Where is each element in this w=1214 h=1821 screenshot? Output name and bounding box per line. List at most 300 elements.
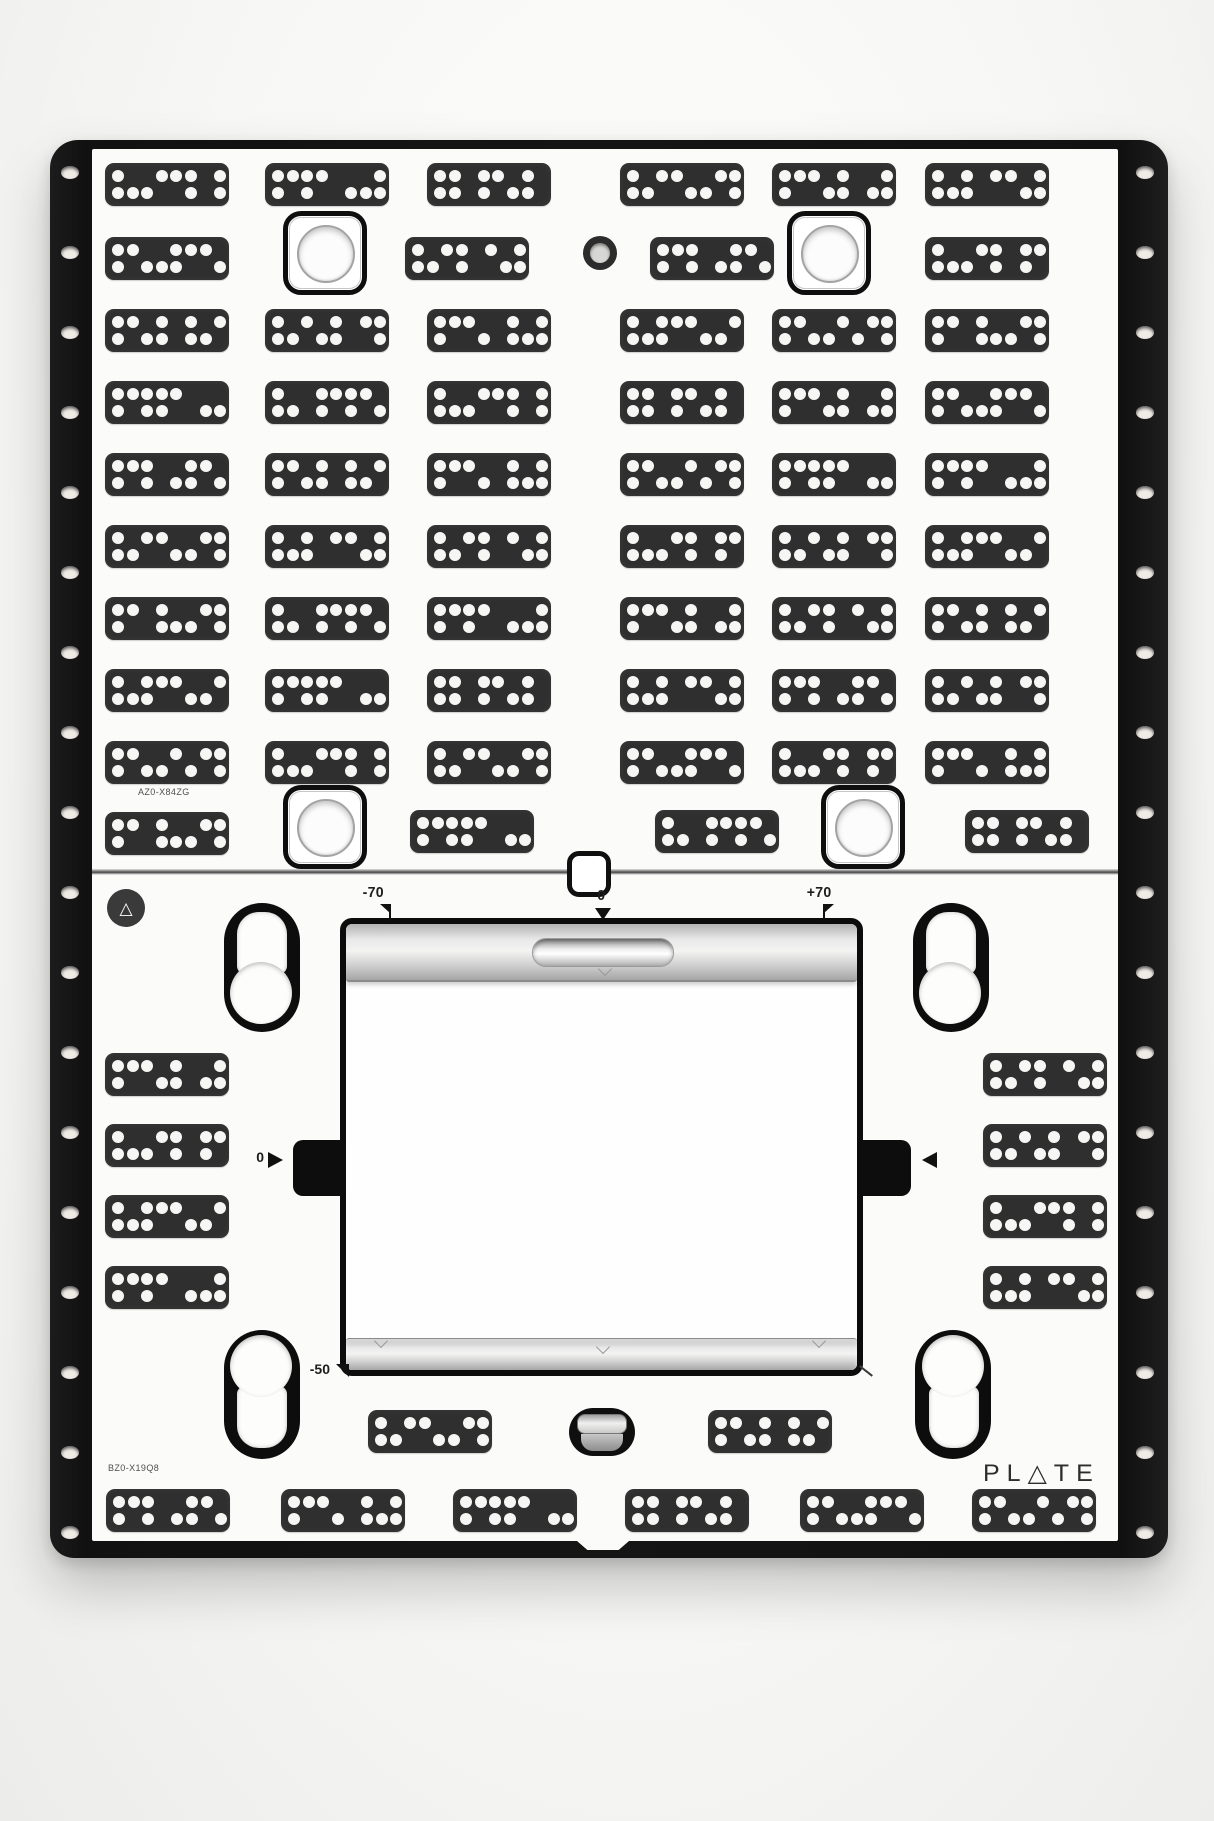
grip-pad — [800, 1489, 924, 1532]
pad-hole — [880, 1496, 892, 1508]
pad-hole — [837, 170, 849, 182]
latch-metal-lower — [581, 1434, 623, 1451]
pad-hole — [1020, 244, 1032, 256]
pad-hole — [627, 460, 639, 472]
pad-hole — [492, 765, 504, 777]
pad-hole — [735, 817, 747, 829]
pad-hole — [671, 621, 683, 633]
pad-hole — [932, 333, 944, 345]
pad-hole — [536, 604, 548, 616]
pad-hole — [837, 316, 849, 328]
pad-hole — [1048, 1202, 1060, 1214]
pad-hole — [947, 316, 959, 328]
grip-pad — [105, 1124, 229, 1167]
pad-hole — [729, 765, 741, 777]
pad-hole — [947, 748, 959, 760]
pad-hole — [715, 261, 727, 273]
pad-hole — [316, 693, 328, 705]
grip-pad — [925, 237, 1049, 280]
pad-hole — [671, 170, 683, 182]
grip-pad — [105, 597, 229, 640]
pad-hole — [1019, 1219, 1031, 1231]
pad-hole — [715, 170, 727, 182]
pad-hole — [990, 1202, 1002, 1214]
pad-hole — [500, 261, 512, 273]
pad-hole — [1067, 1496, 1079, 1508]
pad-hole — [779, 532, 791, 544]
pad-hole — [1005, 388, 1017, 400]
pad-hole — [449, 765, 461, 777]
pad-hole — [489, 1513, 501, 1525]
pad-hole — [360, 477, 372, 489]
pad-hole — [287, 765, 299, 777]
pad-hole — [330, 333, 342, 345]
pad-hole — [1020, 316, 1032, 328]
pad-hole — [947, 261, 959, 273]
pad-hole — [852, 676, 864, 688]
pad-hole — [676, 1513, 688, 1525]
pad-hole — [627, 549, 639, 561]
pad-hole — [427, 261, 439, 273]
pad-hole — [156, 819, 168, 831]
pad-hole — [881, 187, 893, 199]
pad-hole — [434, 621, 446, 633]
pad-hole — [287, 170, 299, 182]
pad-hole — [808, 477, 820, 489]
pad-hole — [881, 388, 893, 400]
pad-hole — [1034, 765, 1046, 777]
pad-hole — [729, 532, 741, 544]
pad-hole — [170, 388, 182, 400]
pad-hole — [803, 1434, 815, 1446]
pad-hole — [1020, 261, 1032, 273]
pad-hole — [1037, 1496, 1049, 1508]
pad-hole — [779, 477, 791, 489]
pad-hole — [434, 693, 446, 705]
left-rail-hole — [61, 1526, 79, 1539]
pad-hole — [112, 477, 124, 489]
pad-hole — [823, 748, 835, 760]
pad-hole — [142, 1513, 154, 1525]
grip-pad — [105, 381, 229, 424]
pad-hole — [112, 170, 124, 182]
pad-hole — [412, 261, 424, 273]
pad-hole — [316, 460, 328, 472]
pad-hole — [1034, 333, 1046, 345]
pad-hole — [330, 676, 342, 688]
pad-hole — [170, 1131, 182, 1143]
pad-hole — [301, 549, 313, 561]
pad-hole — [127, 549, 139, 561]
pad-hole — [477, 1417, 489, 1429]
right-rail-hole — [1136, 326, 1154, 339]
pad-hole — [374, 693, 386, 705]
pad-hole — [881, 604, 893, 616]
pad-hole — [685, 549, 697, 561]
pad-hole — [215, 1513, 227, 1525]
pad-hole — [823, 405, 835, 417]
pad-hole — [700, 333, 712, 345]
pad-hole — [514, 244, 526, 256]
pad-hole — [112, 765, 124, 777]
pad-hole — [345, 604, 357, 616]
pad-hole — [287, 333, 299, 345]
pad-hole — [671, 477, 683, 489]
pad-hole — [316, 748, 328, 760]
pad-hole — [112, 819, 124, 831]
pad-hole — [685, 604, 697, 616]
pad-hole — [361, 1496, 373, 1508]
right-rail-hole — [1136, 1446, 1154, 1459]
pad-hole — [272, 532, 284, 544]
pad-hole — [1005, 170, 1017, 182]
pad-hole — [990, 405, 1002, 417]
pad-hole — [1034, 187, 1046, 199]
pad-hole — [706, 817, 718, 829]
pad-hole — [360, 187, 372, 199]
pad-hole — [715, 333, 727, 345]
pad-hole — [685, 676, 697, 688]
pad-hole — [867, 748, 879, 760]
pad-hole — [463, 748, 475, 760]
pad-hole — [867, 676, 879, 688]
pad-hole — [330, 748, 342, 760]
grip-pad — [265, 669, 389, 712]
pad-hole — [794, 676, 806, 688]
pad-hole — [715, 1434, 727, 1446]
pad-hole — [345, 748, 357, 760]
pad-hole — [301, 676, 313, 688]
pad-hole — [686, 261, 698, 273]
pad-hole — [794, 388, 806, 400]
pad-hole — [374, 187, 386, 199]
pad-hole — [990, 170, 1002, 182]
grip-pad — [620, 381, 744, 424]
grip-pad — [410, 810, 534, 853]
pad-hole — [478, 748, 490, 760]
left-rail-hole — [61, 1286, 79, 1299]
pad-hole — [478, 170, 490, 182]
pad-hole — [627, 693, 639, 705]
pad-hole — [979, 1496, 991, 1508]
pad-hole — [522, 549, 534, 561]
pad-hole — [865, 1513, 877, 1525]
pad-hole — [330, 388, 342, 400]
pad-hole — [627, 170, 639, 182]
pad-hole — [301, 477, 313, 489]
pad-hole — [475, 1496, 487, 1508]
pad-hole — [1092, 1077, 1104, 1089]
pad-hole — [287, 460, 299, 472]
keyhole-circle — [230, 962, 292, 1024]
pad-hole — [656, 693, 668, 705]
pad-hole — [642, 748, 654, 760]
pad-hole — [867, 316, 879, 328]
pad-hole — [1045, 834, 1057, 846]
pad-hole — [374, 549, 386, 561]
pad-hole — [514, 261, 526, 273]
pad-hole — [627, 388, 639, 400]
pad-hole — [976, 532, 988, 544]
pad-hole — [272, 405, 284, 417]
pad-hole — [932, 460, 944, 472]
fastener-square — [787, 211, 871, 295]
pad-hole — [656, 765, 668, 777]
top-center-hole-inner — [590, 243, 610, 263]
pad-hole — [1023, 1513, 1035, 1525]
left-rail-hole — [61, 166, 79, 179]
pad-hole — [807, 1496, 819, 1508]
pad-hole — [715, 405, 727, 417]
pad-hole — [881, 316, 893, 328]
grip-pad — [772, 597, 896, 640]
pad-hole — [706, 834, 718, 846]
grip-pad — [620, 163, 744, 206]
pad-hole — [112, 1273, 124, 1285]
pad-hole — [345, 765, 357, 777]
pad-hole — [909, 1513, 921, 1525]
pad-hole — [867, 187, 879, 199]
pad-hole — [932, 693, 944, 705]
pad-hole — [1034, 1077, 1046, 1089]
pad-hole — [750, 817, 762, 829]
pad-hole — [657, 244, 669, 256]
pad-hole — [316, 676, 328, 688]
pad-hole — [449, 460, 461, 472]
pad-hole — [1020, 676, 1032, 688]
pad-hole — [449, 187, 461, 199]
pad-hole — [345, 187, 357, 199]
pad-hole — [507, 316, 519, 328]
pad-hole — [961, 460, 973, 472]
pad-hole — [361, 1513, 373, 1525]
pad-hole — [112, 549, 124, 561]
pad-hole — [536, 388, 548, 400]
pad-hole — [676, 1496, 688, 1508]
grip-pad — [427, 381, 551, 424]
pad-hole — [990, 261, 1002, 273]
pad-hole — [170, 836, 182, 848]
pad-hole — [214, 1077, 226, 1089]
pad-hole — [1092, 1060, 1104, 1072]
pad-hole — [729, 187, 741, 199]
pad-hole — [272, 693, 284, 705]
pad-hole — [627, 676, 639, 688]
grip-pad — [983, 1124, 1107, 1167]
pad-hole — [657, 261, 669, 273]
pad-hole — [301, 187, 313, 199]
pad-hole — [112, 244, 124, 256]
pad-hole — [507, 388, 519, 400]
pad-hole — [507, 405, 519, 417]
fastener-hole — [835, 799, 893, 857]
pad-hole — [1005, 549, 1017, 561]
pad-hole — [823, 460, 835, 472]
pad-hole — [417, 834, 429, 846]
pad-hole — [720, 817, 732, 829]
pad-hole — [128, 1496, 140, 1508]
pad-hole — [434, 765, 446, 777]
pad-hole — [141, 1273, 153, 1285]
pad-hole — [730, 261, 742, 273]
pad-hole — [1034, 748, 1046, 760]
pad-hole — [463, 1417, 475, 1429]
pad-hole — [932, 604, 944, 616]
pad-hole — [1020, 549, 1032, 561]
pad-hole — [779, 460, 791, 472]
pad-hole — [112, 261, 124, 273]
left-rail-hole — [61, 1446, 79, 1459]
pad-hole — [947, 693, 959, 705]
pad-hole — [642, 333, 654, 345]
latch-metal-upper — [577, 1414, 627, 1434]
pad-hole — [170, 1077, 182, 1089]
pad-hole — [1005, 1290, 1017, 1302]
pad-hole — [434, 477, 446, 489]
left-rail-hole — [61, 806, 79, 819]
grip-pad — [427, 525, 551, 568]
pad-hole — [522, 676, 534, 688]
pad-hole — [185, 170, 197, 182]
pad-hole — [374, 460, 386, 472]
pad-hole — [656, 477, 668, 489]
pad-hole — [272, 460, 284, 472]
pad-hole — [961, 261, 973, 273]
pad-hole — [434, 676, 446, 688]
pad-hole — [434, 187, 446, 199]
pad-hole — [656, 676, 668, 688]
pad-hole — [685, 621, 697, 633]
pad-hole — [715, 532, 727, 544]
pad-hole — [627, 316, 639, 328]
pad-hole — [492, 170, 504, 182]
pad-hole — [141, 187, 153, 199]
pad-hole — [316, 388, 328, 400]
pad-hole — [475, 817, 487, 829]
pad-hole — [881, 170, 893, 182]
grip-pad — [620, 669, 744, 712]
pad-hole — [214, 1131, 226, 1143]
pad-hole — [807, 1513, 819, 1525]
pad-hole — [961, 405, 973, 417]
pad-hole — [345, 532, 357, 544]
pad-hole — [214, 1060, 226, 1072]
pad-hole — [156, 676, 168, 688]
pad-hole — [185, 333, 197, 345]
pad-hole — [507, 765, 519, 777]
pad-hole — [867, 765, 879, 777]
pad-hole — [112, 460, 124, 472]
pad-hole — [837, 388, 849, 400]
left-rail-hole — [61, 326, 79, 339]
pad-hole — [685, 187, 697, 199]
pad-hole — [947, 187, 959, 199]
pad-hole — [185, 1290, 197, 1302]
pad-hole — [156, 1131, 168, 1143]
pad-hole — [460, 1496, 472, 1508]
pad-hole — [374, 532, 386, 544]
pad-hole — [170, 748, 182, 760]
pad-hole — [214, 676, 226, 688]
pad-hole — [141, 1060, 153, 1072]
pad-hole — [656, 316, 668, 328]
pad-hole — [1005, 621, 1017, 633]
pad-hole — [141, 693, 153, 705]
pad-hole — [141, 405, 153, 417]
grip-pad — [655, 810, 779, 853]
pad-hole — [448, 1434, 460, 1446]
grip-pad — [265, 453, 389, 496]
pad-hole — [686, 244, 698, 256]
pad-hole — [200, 748, 212, 760]
pad-hole — [1078, 1131, 1090, 1143]
grip-pad — [620, 453, 744, 496]
pad-hole — [1020, 477, 1032, 489]
pad-hole — [627, 333, 639, 345]
pad-hole — [141, 333, 153, 345]
pad-hole — [141, 261, 153, 273]
pad-hole — [685, 460, 697, 472]
pad-hole — [700, 187, 712, 199]
pad-hole — [867, 477, 879, 489]
pad-hole — [434, 405, 446, 417]
pad-hole — [374, 748, 386, 760]
pad-hole — [822, 1496, 834, 1508]
pad-hole — [507, 460, 519, 472]
pad-hole — [316, 170, 328, 182]
pad-hole — [127, 1060, 139, 1072]
grip-pad — [772, 741, 896, 784]
pad-hole — [214, 170, 226, 182]
pad-hole — [170, 1202, 182, 1214]
pad-hole — [449, 604, 461, 616]
pad-hole — [214, 316, 226, 328]
pad-hole — [374, 621, 386, 633]
pad-hole — [715, 748, 727, 760]
pad-hole — [449, 693, 461, 705]
pad-hole — [990, 1077, 1002, 1089]
pad-hole — [374, 170, 386, 182]
pad-hole — [808, 604, 820, 616]
pad-hole — [170, 1148, 182, 1160]
pad-hole — [932, 621, 944, 633]
pad-hole — [817, 1417, 829, 1429]
pad-hole — [112, 187, 124, 199]
pad-hole — [186, 1513, 198, 1525]
grip-pad — [281, 1489, 405, 1532]
pad-hole — [1034, 405, 1046, 417]
pad-hole — [837, 187, 849, 199]
pad-hole — [990, 244, 1002, 256]
frame-right-tab — [859, 1140, 911, 1196]
pad-hole — [700, 748, 712, 760]
pad-hole — [685, 532, 697, 544]
pad-hole — [485, 244, 497, 256]
pad-hole — [642, 405, 654, 417]
pad-hole — [627, 765, 639, 777]
pad-hole — [881, 748, 893, 760]
pad-hole — [1092, 1148, 1104, 1160]
pad-hole — [112, 693, 124, 705]
pad-hole — [720, 1513, 732, 1525]
pad-hole — [301, 532, 313, 544]
grip-pad — [772, 453, 896, 496]
pad-hole — [932, 244, 944, 256]
pad-hole — [478, 187, 490, 199]
right-rail-hole — [1136, 726, 1154, 739]
pad-hole — [881, 477, 893, 489]
grip-pad — [105, 1266, 229, 1309]
